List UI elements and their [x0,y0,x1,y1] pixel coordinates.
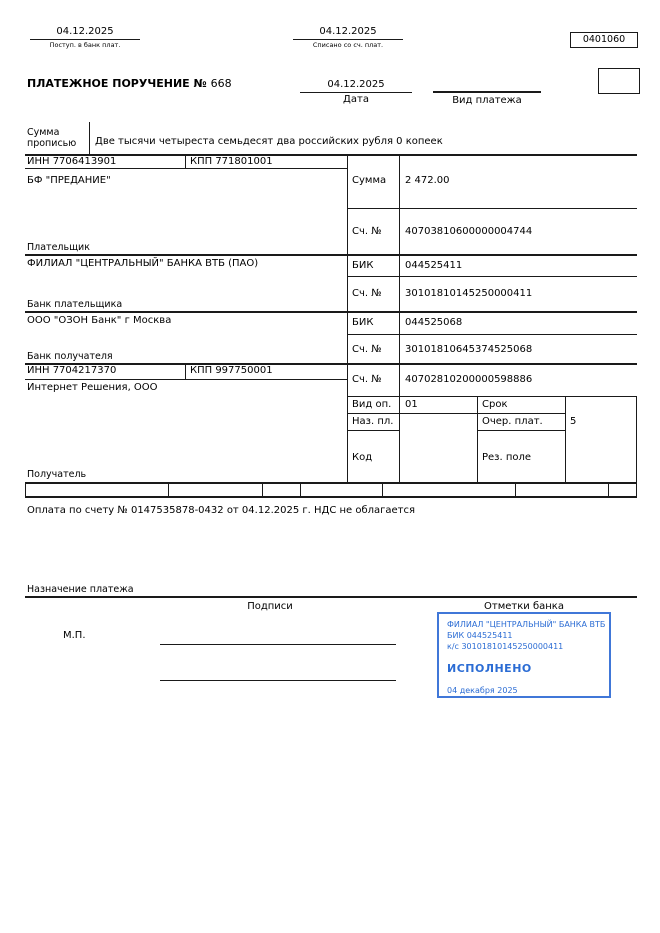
payer-bank-account-label: Сч. № [352,288,382,299]
table-border [25,484,26,496]
payee-bank-bik: 044525068 [405,317,463,328]
table-border [347,334,637,335]
table-border [25,482,637,484]
table-border [515,484,516,496]
purpose-code-label: Наз. пл. [352,416,394,427]
code-label: Код [352,452,373,463]
table-border [185,154,186,169]
table-border [347,396,637,397]
payer-name: БФ "ПРЕДАНИЕ" [27,175,111,186]
bank-marks-label: Отметки банка [484,601,564,612]
stamp-bank-name: ФИЛИАЛ "ЦЕНТРАЛЬНЫЙ" БАНКА ВТБ [447,620,606,629]
payer-bank-name: ФИЛИАЛ "ЦЕНТРАЛЬНЫЙ" БАНКА ВТБ (ПАО) [27,258,259,269]
payer-bank-account: 30101810145250000411 [405,288,533,299]
signatures-label: Подписи [247,601,293,612]
received-date-block [30,26,140,49]
term-label: Срок [482,399,508,410]
payment-kind-box [598,68,640,94]
payee-bank-section-label: Банк получателя [27,351,113,362]
payee-bank-bik-label: БИК [352,317,374,328]
payment-purpose-label: Назначение платежа [27,584,134,595]
table-border [477,396,478,484]
debited-date-block [293,26,403,49]
payee-inn: ИНН 7704217370 [27,365,117,376]
priority-value: 5 [570,416,577,427]
amount-value: 2 472.00 [405,175,450,186]
payer-section-label: Плательщик [27,242,90,253]
payer-kpp: КПП 771801001 [190,156,273,167]
table-border [25,254,637,256]
seal-label: М.П. [63,630,86,641]
table-border [25,168,347,169]
payee-bank-account-label: Сч. № [352,344,382,355]
bank-stamp [437,612,611,698]
table-border [399,154,400,484]
payer-account: 40703810600000004744 [405,226,533,237]
received-date: 04.12.2025 [30,26,140,40]
doc-date-caption: Дата [343,94,369,105]
table-border [25,311,637,313]
table-border [636,484,637,496]
payer-bank-section-label: Банк плательщика [27,299,123,310]
payment-purpose-text: Оплата по счету № 0147535878-0432 от 04.12.2025 г. НДС не облагается [27,505,416,516]
doc-date: 04.12.2025 [300,79,412,93]
payer-bank-bik: 044525411 [405,260,463,271]
stamp-status: ИСПОЛНЕНО [447,662,532,675]
payee-bank-account: 30101810645374525068 [405,344,533,355]
table-border [25,379,347,380]
table-border [25,496,637,498]
table-border [25,596,637,598]
payer-inn: ИНН 7706413901 [27,156,117,167]
table-border [477,430,565,431]
payment-kind-line [433,91,541,93]
table-border [608,484,609,496]
table-border [382,484,383,496]
payer-account-label: Сч. № [352,226,382,237]
amount-words-divider [89,122,90,154]
table-border [636,396,637,484]
table-border [565,396,566,484]
table-border [185,363,186,380]
payee-account-label: Сч. № [352,374,382,385]
doc-date-block [300,79,412,105]
doc-title-text: ПЛАТЕЖНОЕ ПОРУЧЕНИЕ № [27,77,207,90]
table-border [168,484,169,496]
form-code-box: 0401060 [570,32,638,48]
stamp-date: 04 декабря 2025 [447,686,518,695]
payment-kind-caption: Вид платежа [452,95,522,106]
debited-date: 04.12.2025 [293,26,403,40]
payee-bank-name: ООО "ОЗОН Банк" г Москва [27,315,172,326]
payee-kpp: КПП 997750001 [190,365,273,376]
amount-words: Две тысячи четыреста семьдесят два российских рубля 0 копеек [95,136,443,147]
table-border [300,484,301,496]
table-border [25,154,637,156]
signature-line [160,680,396,681]
table-border [347,208,637,209]
priority-label: Очер. плат. [482,416,543,427]
stamp-bik: БИК 044525411 [447,631,513,640]
reserve-field-label: Рез. поле [482,452,532,463]
table-border [262,484,263,496]
payee-account: 40702810200000598886 [405,374,533,385]
table-border [347,430,399,431]
doc-number: 668 [210,77,232,90]
received-date-caption: Поступ. в банк плат. [49,41,121,49]
table-border [347,276,637,277]
amount-words-label: Сумма прописью [27,127,77,149]
table-border [25,363,637,365]
debited-date-caption: Списано со сч. плат. [312,41,384,49]
op-type-value: 01 [405,399,418,410]
payee-name: Интернет Решения, ООО [27,382,158,393]
payer-bank-bik-label: БИК [352,260,374,271]
op-type-label: Вид оп. [352,399,392,410]
amount-label: Сумма [352,175,387,186]
table-border [347,154,348,484]
signature-line [160,644,396,645]
payee-section-label: Получатель [27,469,87,480]
doc-title [27,77,232,90]
stamp-corr-account: к/с 30101810145250000411 [447,642,564,651]
table-border [347,413,565,414]
